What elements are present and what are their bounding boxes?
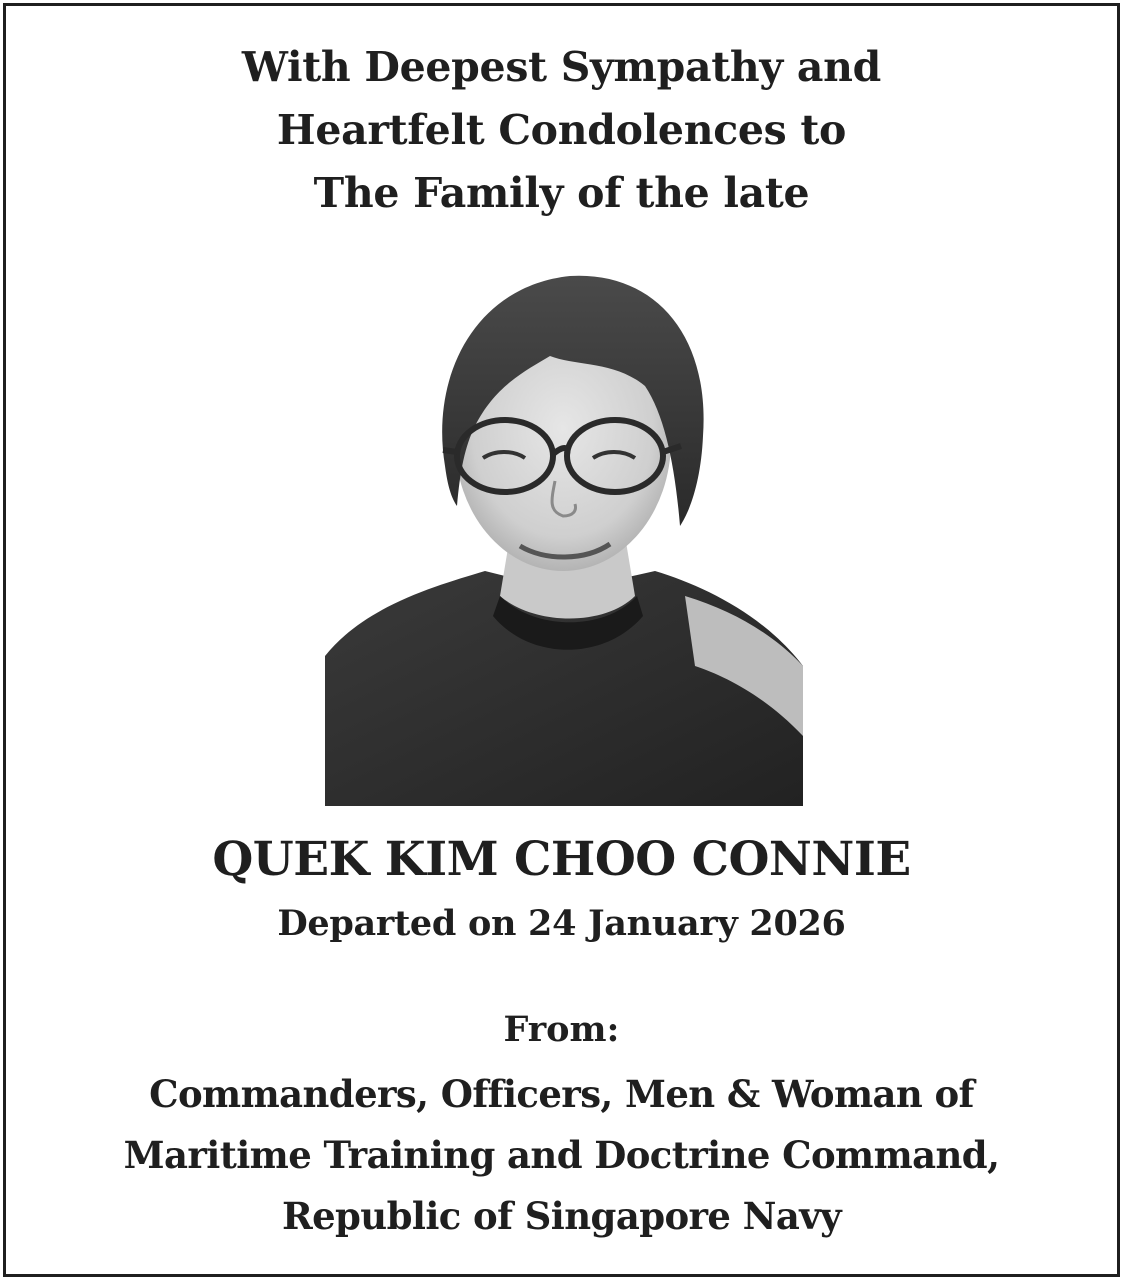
deceased-name: QUEK KIM CHOO CONNIE (212, 832, 911, 887)
portrait-photo (325, 266, 803, 806)
heading-line-1: With Deepest Sympathy and (241, 43, 882, 91)
from-label: From: (503, 1009, 620, 1050)
condolence-notice (3, 3, 1120, 1277)
portrait-illustration (325, 266, 803, 806)
sender-line-1: Commanders, Officers, Men & Woman of (149, 1072, 974, 1116)
heading-line-2: Heartfelt Condolences to (276, 106, 847, 154)
sender-line-2: Maritime Training and Doctrine Command, (123, 1133, 1000, 1177)
heading-line-3: The Family of the late (313, 169, 810, 217)
sender-line-3: Republic of Singapore Navy (281, 1194, 842, 1238)
departed-date: Departed on 24 January 2026 (277, 903, 846, 944)
